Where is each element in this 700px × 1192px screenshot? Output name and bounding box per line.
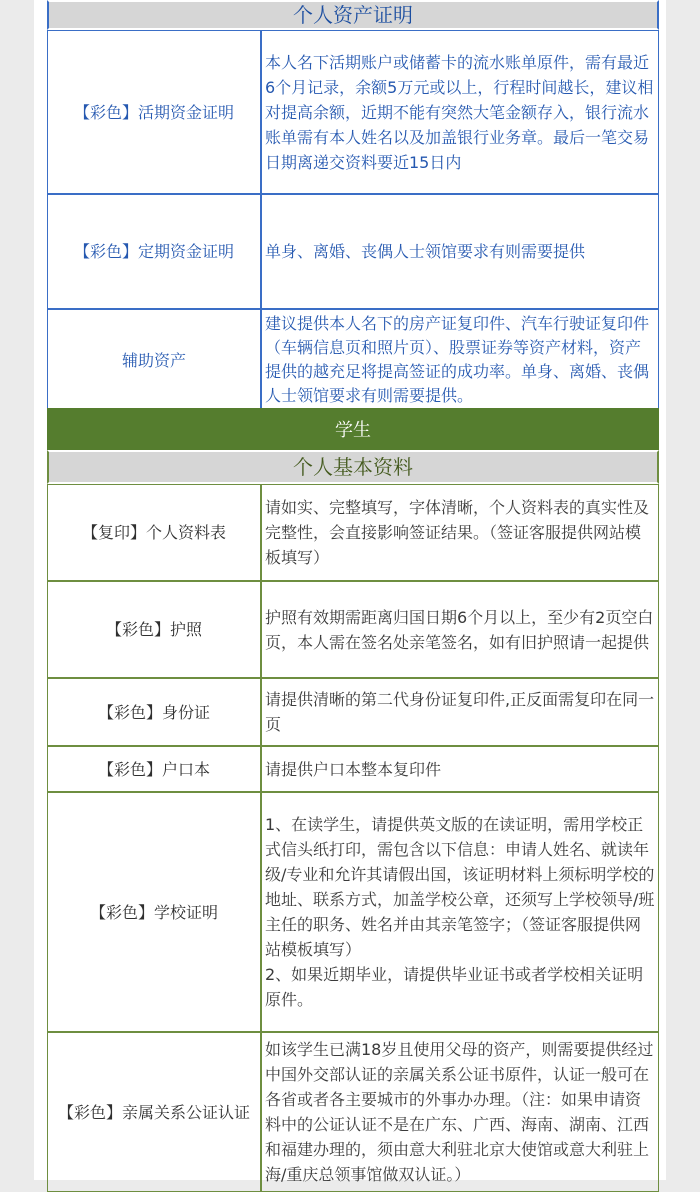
table-row: [47, 484, 659, 581]
row-text: 单身、离婚、丧偶人士领馆要求有则需要提供: [261, 194, 659, 309]
row-label: 【彩色】定期资金证明: [47, 194, 261, 309]
table-row: [47, 746, 659, 792]
table-row: [47, 309, 659, 411]
row-text: 护照有效期需距离归国日期6个月以上，至少有2页空白页，本人需在签名处亲笔签名，如有旧护照请一起提供: [261, 581, 659, 678]
row-text: 请提供清晰的第二代身份证复印件,正反面需复印在同一页: [261, 678, 659, 746]
personal-info-title: 个人基本资料: [47, 450, 659, 484]
row-text: 建议提供本人名下的房产证复印件、汽车行驶证复印件（车辆信息页和照片页）、股票证券等资产材料，资产提供的越充足将提高签证的成功率。单身、离婚、丧偶人士领馆要求有则需要提供。: [261, 309, 659, 411]
row-label: 【彩色】户口本: [47, 746, 261, 792]
row-label: 【彩色】亲属关系公证认证: [47, 1032, 261, 1192]
row-text: 请提供户口本整本复印件: [261, 746, 659, 792]
table-row: [47, 678, 659, 746]
table-row: [47, 581, 659, 678]
table-row: [47, 792, 659, 1032]
asset-proof-table: [47, 0, 659, 411]
row-label: 【彩色】学校证明: [47, 792, 261, 1032]
row-label: 【复印】个人资料表: [47, 484, 261, 581]
document-page: [34, 0, 666, 1184]
text-paragraph: 2、如果近期毕业，请提供毕业证书或者学校相关证明原件。: [265, 965, 644, 1009]
text-paragraph: 1、在读学生，请提供英文版的在读证明，需用学校正式信头纸打印，需包含以下信息：申请人姓名、就读年级/专业和允许其请假出国，该证明材料上须标明学校的地址、联系方式，加盖学校公章，还须写上学校领导/班主任的职务、姓名并由其亲笔签字；（签证客服提供网站模板填写）: [265, 815, 655, 959]
row-text: 本人名下活期账户或储蓄卡的流水账单原件，需有最近6个月记录，余额5万元或以上，行程时间越长，建议相对提高余额，近期不能有突然大笔金额存入，银行流水账单需有本人姓名以及加盖银行业务章。最后一笔交易日期离递交资料要近15日内: [261, 30, 659, 194]
row-text: 如该学生已满18岁且使用父母的资产，则需要提供经过中国外交部认证的亲属关系公证书原件，认证一般可在各省或者各主要城市的外事办办理。（注：如果申请资料中的公证认证不是在广东、广西、海南、湖南、江西和福建办理的，须由意大利驻北京大使馆或意大利驻上海/重庆总领事馆做双认证。）: [261, 1032, 659, 1192]
section-header-student: 学生: [47, 408, 659, 450]
row-text: 请如实、完整填写，字体清晰，个人资料表的真实性及完整性，会直接影响签证结果。（签证客服提供网站模板填写）: [261, 484, 659, 581]
row-label: 【彩色】活期资金证明: [47, 30, 261, 194]
row-label: 辅助资产: [47, 309, 261, 411]
row-label: 【彩色】护照: [47, 581, 261, 678]
table-row: [47, 194, 659, 309]
row-text: [261, 792, 659, 1032]
student-table: [47, 408, 659, 1192]
row-label: 【彩色】身份证: [47, 678, 261, 746]
table-row: [47, 30, 659, 194]
asset-proof-title: 个人资产证明: [47, 0, 659, 30]
table-row: [47, 1032, 659, 1192]
